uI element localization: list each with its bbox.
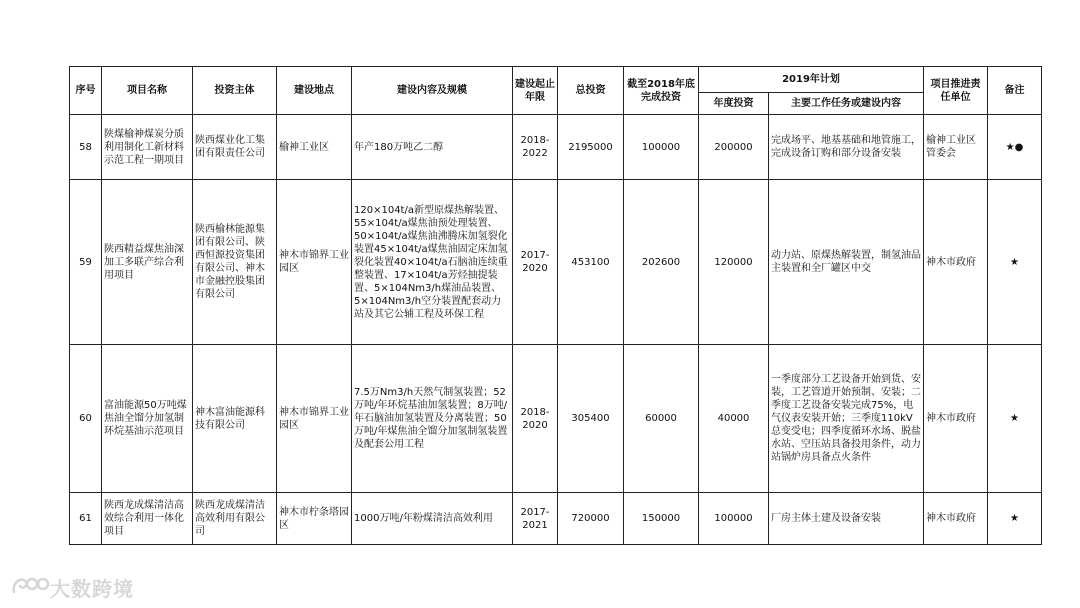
cell-location: 神木市柠条塔园区 [277, 493, 352, 545]
cell-done2018: 100000 [624, 115, 699, 180]
header-seq: 序号 [70, 67, 102, 115]
cell-location: 神木市锦界工业园区 [277, 345, 352, 493]
watermark-text: 大数跨境 [50, 576, 134, 601]
table-row [70, 493, 1042, 545]
cell-unit: 神木市政府 [924, 180, 988, 345]
header-plan2019: 2019年计划 [699, 67, 924, 93]
cell-investor: 神木富油能源科技有限公司 [193, 345, 277, 493]
cell-total: 305400 [558, 345, 624, 493]
cell-period: 2017-2021 [513, 493, 558, 545]
project-table [69, 66, 1042, 545]
cell-content: 7.5万Nm3/h天然气制氢装置；52万吨/年环烷基油加氢装置；8万吨/年石脑油加氢装置及分离装置；50万吨/年煤焦油全馏分加氢制氢装置及配套公用工程 [352, 345, 513, 493]
cell-done2018: 150000 [624, 493, 699, 545]
header-name: 项目名称 [102, 67, 193, 115]
cell-period: 2018-2022 [513, 115, 558, 180]
cell-done2018: 202600 [624, 180, 699, 345]
cell-note: ★ [988, 180, 1042, 345]
cell-name: 富油能源50万吨煤焦油全馏分加氢制环烷基油示范项目 [102, 345, 193, 493]
cell-name: 陕煤榆神煤炭分质利用制化工新材料示范工程一期项目 [102, 115, 193, 180]
cell-investor: 陕西煤业化工集团有限责任公司 [193, 115, 277, 180]
watermark [10, 574, 134, 600]
cell-note: ★● [988, 115, 1042, 180]
cell-annual: 40000 [699, 345, 769, 493]
cell-unit: 榆神工业区管委会 [924, 115, 988, 180]
cell-location: 神木市锦界工业园区 [277, 180, 352, 345]
header-location: 建设地点 [277, 67, 352, 115]
header-done2018: 截至2018年底完成投资 [624, 67, 699, 115]
cell-seq: 58 [70, 115, 102, 180]
cell-total: 2195000 [558, 115, 624, 180]
header-unit: 项目推进责任单位 [924, 67, 988, 115]
cell-seq: 59 [70, 180, 102, 345]
cell-content: 120×104t/a新型原煤热解装置、55×104t/a煤焦油预处理装置、50×104t/a煤焦油沸腾床加氢裂化装置45×104t/a煤焦油固定床加氢裂化装置40×104t/a石脑油连续重整装置、17×104t/a芳烃抽提装置、5×104Nm3/h煤油品装置、5×104Nm3/h空分装置配套动力站及其它公辅工程及环保工程 [352, 180, 513, 345]
table-row [70, 345, 1042, 493]
header-annual: 年度投资 [699, 93, 769, 115]
header-period: 建设起止年限 [513, 67, 558, 115]
cell-annual: 200000 [699, 115, 769, 180]
cell-unit: 神木市政府 [924, 345, 988, 493]
header-content: 建设内容及规模 [352, 67, 513, 115]
swirl-logo-icon [10, 572, 50, 602]
table-row [70, 115, 1042, 180]
cell-annual: 120000 [699, 180, 769, 345]
cell-period: 2017-2020 [513, 180, 558, 345]
cell-tasks: 动力站、原煤热解装置，制氢油品主装置和全厂罐区中交 [769, 180, 924, 345]
cell-name: 陕西龙成煤清洁高效综合利用一体化项目 [102, 493, 193, 545]
cell-note: ★ [988, 493, 1042, 545]
cell-total: 453100 [558, 180, 624, 345]
cell-seq: 61 [70, 493, 102, 545]
cell-location: 榆神工业区 [277, 115, 352, 180]
cell-unit: 神木市政府 [924, 493, 988, 545]
cell-total: 720000 [558, 493, 624, 545]
header-total: 总投资 [558, 67, 624, 115]
cell-annual: 100000 [699, 493, 769, 545]
cell-tasks: 完成场平、地基基础和地管施工，完成设备订购和部分设备安装 [769, 115, 924, 180]
cell-period: 2018-2020 [513, 345, 558, 493]
cell-content: 年产180万吨乙二醇 [352, 115, 513, 180]
cell-note: ★ [988, 345, 1042, 493]
header-investor: 投资主体 [193, 67, 277, 115]
cell-investor: 陕西龙成煤清洁高效利用有限公司 [193, 493, 277, 545]
cell-tasks: 一季度部分工艺设备开始到货、安装，工艺管道开始预制、安装；二季度工艺设备安装完成75%，电气仪表安装开始；三季度110kV总变受电；四季度循环水场、脱盐水站、空压站具备投用条件，动力站锅炉房具备点火条件 [769, 345, 924, 493]
cell-done2018: 60000 [624, 345, 699, 493]
cell-tasks: 厂房主体土建及设备安装 [769, 493, 924, 545]
cell-name: 陕西精益煤焦油深加工多联产综合利用项目 [102, 180, 193, 345]
cell-content: 1000万吨/年粉煤清洁高效利用 [352, 493, 513, 545]
header-note: 备注 [988, 67, 1042, 115]
cell-seq: 60 [70, 345, 102, 493]
table-row [70, 180, 1042, 345]
header-tasks: 主要工作任务或建设内容 [769, 93, 924, 115]
cell-investor: 陕西榆林能源集团有限公司、陕西恒源投资集团有限公司、神木市金融控股集团有限公司 [193, 180, 277, 345]
